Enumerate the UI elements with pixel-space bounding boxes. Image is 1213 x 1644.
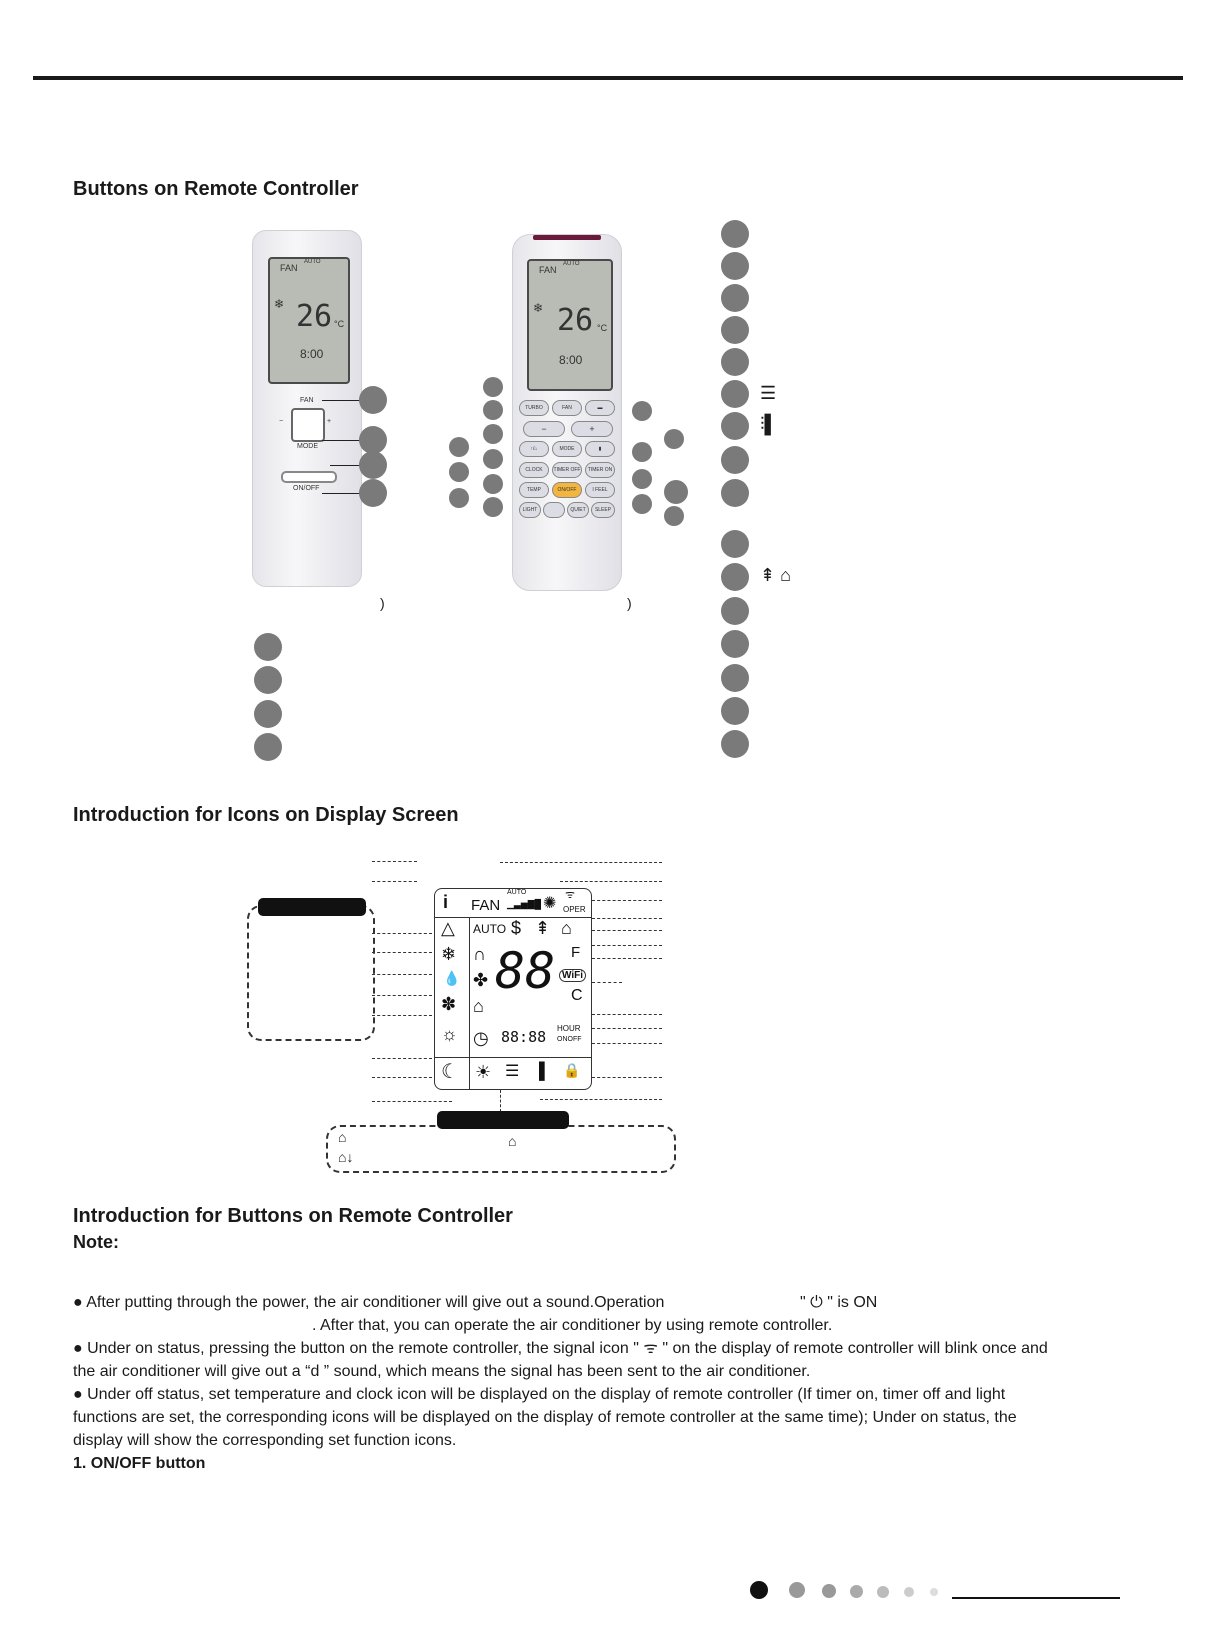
footer-dot: [850, 1585, 863, 1598]
legend-marker: [721, 597, 749, 625]
lock-icon: 🔒: [563, 1062, 581, 1078]
callout-marker: [632, 442, 652, 462]
legend-marker: [721, 348, 749, 376]
onoff-button[interactable]: [281, 471, 337, 483]
timer-off-button[interactable]: TIMER OFF: [552, 462, 582, 478]
paragraph-3b: functions are set, the corresponding icons will be displayed on the display of remote controller at the same time); Under on status, the: [73, 1409, 1017, 1426]
swing-updown-icon: ☰: [505, 1063, 520, 1080]
legend-marker: [721, 446, 749, 474]
swing-updown-icon: ☰: [760, 383, 777, 403]
light-button[interactable]: LIGHT: [519, 502, 541, 518]
mode-button[interactable]: [291, 408, 325, 442]
paragraph-1a: ● After putting through the power, the air conditioner will give out a sound.Operation: [73, 1294, 665, 1311]
cool-mode-icon: ❄: [441, 944, 457, 964]
mode-button[interactable]: MODE: [552, 441, 582, 457]
callout-marker: [359, 451, 387, 479]
callout-marker: [449, 462, 469, 482]
legend-marker: [721, 563, 749, 591]
snowflake-icon: ❄: [533, 301, 544, 315]
mode-legend-box: [247, 905, 375, 1041]
legend-marker: [254, 733, 282, 761]
fan-blade-icon: ✤: [473, 970, 489, 990]
callout-marker: [483, 424, 503, 444]
lcd-time: 8:00: [559, 353, 583, 367]
display-fan-auto: AUTO: [507, 889, 527, 896]
footer-dot: [904, 1587, 914, 1597]
auto-mode-icon: △: [441, 918, 455, 938]
callout-marker: [359, 426, 387, 454]
display-auto: AUTO: [473, 922, 507, 936]
callout-marker: [483, 497, 503, 517]
lcd-temp: 26: [557, 303, 594, 338]
callout-marker: [664, 506, 684, 526]
footer-dot: [822, 1584, 836, 1598]
turbo-button[interactable]: TURBO: [519, 400, 549, 416]
quiet-button[interactable]: QUIET: [567, 502, 589, 518]
ifeel-button[interactable]: I FEEL: [585, 482, 615, 498]
lcd-fan: FAN: [280, 263, 298, 273]
lcd-time: 8:00: [300, 347, 324, 361]
display-oper: OPER: [563, 905, 586, 914]
header-rule: [33, 76, 1183, 80]
legend-marker: [721, 252, 749, 280]
paragraph-3c: display will show the corresponding set function icons.: [73, 1432, 457, 1449]
remote-right-lcd: [527, 259, 613, 391]
heading-icons-on-display: Introduction for Icons on Display Screen: [73, 804, 459, 826]
display-hour: HOUR: [557, 1024, 581, 1033]
display-onoff: ONOFF: [557, 1036, 582, 1043]
legend-marker: [254, 633, 282, 661]
scavenging-icon: ⌂: [561, 918, 572, 938]
lcd-temp: 26: [296, 299, 333, 334]
swing-leftright-button[interactable]: ▮: [585, 441, 615, 457]
health-legend-box: [326, 1125, 676, 1173]
ifeel-icon: i: [443, 892, 449, 912]
callout-marker: [664, 429, 684, 449]
callout-marker: [483, 377, 503, 397]
paragraph-3a: ● Under off status, set temperature and clock icon will be displayed on the display of remote controller (If timer on, timer off and light: [73, 1386, 1006, 1403]
heading-buttons-on-remote: Buttons on Remote Controller: [73, 178, 359, 200]
legend-marker: [721, 697, 749, 725]
caption-right-paren: ): [627, 595, 632, 611]
footer-dot: [877, 1586, 889, 1598]
footer-dot: [750, 1581, 768, 1599]
health-scavenging-icon: ⇞ ⌂: [760, 565, 791, 585]
sleep-button[interactable]: SLEEP: [591, 502, 615, 518]
label-onoff: ON/OFF: [293, 485, 320, 492]
lcd-auto: AUTO: [304, 259, 321, 265]
legend-marker: [721, 412, 749, 440]
mode-label-bar: [258, 898, 366, 916]
legend-marker: [721, 380, 749, 408]
health-label-bar: [437, 1111, 569, 1129]
remote-left-lcd: [268, 257, 350, 384]
display-unit-c: C: [571, 987, 583, 1004]
wifi-button[interactable]: [543, 502, 565, 518]
energy-saving-icon: $: [511, 918, 522, 938]
footer-rule: [952, 1597, 1120, 1599]
paragraph-1b: " ⏻ " is ON: [800, 1294, 878, 1311]
minus-button[interactable]: −: [523, 421, 565, 437]
heat-mode-icon: ☼: [441, 1024, 458, 1044]
health-button[interactable]: ↑/⌂: [519, 441, 549, 457]
legend-marker: [721, 284, 749, 312]
scavenging-down-icon: ⌂↓: [338, 1149, 354, 1165]
label-mode: MODE: [297, 443, 318, 450]
callout-marker: [359, 386, 387, 414]
callout-marker: [632, 401, 652, 421]
fan-speed-bars-icon: ▁▃▅▇█: [507, 899, 542, 909]
dry-mode-icon: 💧: [443, 970, 461, 986]
footer-dot: [789, 1582, 805, 1598]
temp-display-icon: ⌂: [508, 1133, 517, 1149]
remote-left-image: [252, 230, 362, 587]
plus-button[interactable]: +: [571, 421, 613, 437]
clock-icon: ◷: [473, 1028, 489, 1048]
temp-display-icon: ⌂: [473, 996, 484, 1016]
callout-marker: [632, 469, 652, 489]
display-unit-f: F: [571, 944, 581, 961]
legend-marker: [721, 220, 749, 248]
display-temp-digits: 88: [495, 942, 556, 1000]
legend-marker: [721, 730, 749, 758]
callout-marker: [483, 449, 503, 469]
onoff-button[interactable]: ON/OFF: [552, 482, 582, 498]
quiet-fan-icon: ✺: [543, 895, 557, 912]
section-onoff-title: 1. ON/OFF button: [73, 1455, 206, 1472]
label-plus: +: [327, 418, 332, 425]
timer-on-button[interactable]: TIMER ON: [585, 462, 615, 478]
footer-dot: [930, 1588, 938, 1596]
paragraph-2b: the air conditioner will give out a “d ” sound, which means the signal has been sent to the air conditioner.: [73, 1363, 811, 1380]
heading-intro-buttons: Introduction for Buttons on Remote Controller: [73, 1205, 513, 1227]
snowflake-icon: ❄: [274, 297, 285, 311]
callout-marker: [483, 474, 503, 494]
health-icon: ⇞: [535, 918, 551, 938]
display-clock-digits: 88:88: [501, 1028, 547, 1046]
signal-icon: ᯤ: [565, 889, 576, 901]
remote-right-image: [512, 234, 622, 591]
headphones-icon: ∩: [473, 944, 486, 964]
legend-marker: [721, 630, 749, 658]
display-fan: FAN: [471, 897, 501, 914]
scavenging-icon: ⌂: [338, 1129, 347, 1145]
legend-marker: [721, 664, 749, 692]
callout-marker: [449, 488, 469, 508]
swing-updown-button[interactable]: ▬: [585, 400, 615, 416]
display-wifi: WiFi: [559, 969, 586, 982]
legend-marker: [721, 479, 749, 507]
note-label: Note:: [73, 1232, 119, 1252]
swing-leftright-icon: ▌: [539, 1063, 551, 1080]
label-minus: −: [279, 418, 284, 425]
legend-marker: [254, 700, 282, 728]
light-icon: ☀: [475, 1062, 492, 1082]
fan-button[interactable]: FAN: [552, 400, 582, 416]
temp-button[interactable]: TEMP: [519, 482, 549, 498]
legend-marker: [721, 316, 749, 344]
caption-left-paren: ): [380, 595, 385, 611]
legend-marker: [721, 530, 749, 558]
label-fan: FAN: [300, 397, 314, 404]
lcd-unit: °C: [334, 319, 345, 329]
lcd-fan: FAN: [539, 265, 557, 275]
paragraph-1c: . After that, you can operate the air conditioner by using remote controller.: [312, 1317, 833, 1334]
callout-marker: [632, 494, 652, 514]
lcd-unit: °C: [597, 323, 608, 333]
paragraph-2a: ● Under on status, pressing the button on the remote controller, the signal icon " ᯤ " on the display of remote controller will blink once and: [73, 1340, 1048, 1357]
swing-leftright-icon: ⫶▌: [760, 414, 778, 434]
callout-marker: [664, 480, 688, 504]
lcd-auto: AUTO: [563, 261, 580, 267]
callout-marker: [449, 437, 469, 457]
legend-marker: [254, 666, 282, 694]
clock-button[interactable]: CLOCK: [519, 462, 549, 478]
fan-mode-icon: ✽: [441, 994, 457, 1014]
lcd-display-diagram: [434, 888, 592, 1090]
sleep-icon: ☾: [441, 1061, 459, 1083]
callout-marker: [359, 479, 387, 507]
callout-marker: [483, 400, 503, 420]
